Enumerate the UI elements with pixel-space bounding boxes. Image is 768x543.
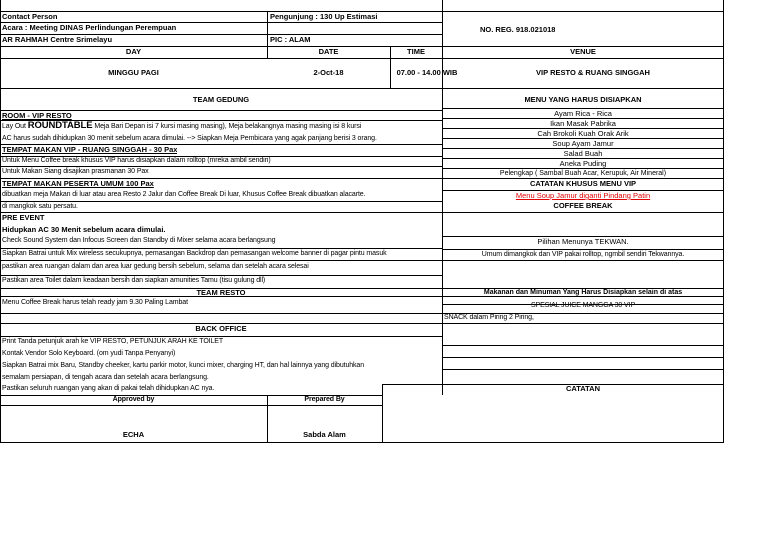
date-label: DATE bbox=[318, 47, 339, 56]
rule bbox=[442, 369, 724, 370]
catatan-heading: CATATAN bbox=[565, 384, 601, 393]
time-value: 07.00 - 14.00 WIB bbox=[396, 68, 458, 77]
rule bbox=[0, 0, 1, 443]
contact-person-label: Contact Person bbox=[2, 12, 58, 21]
layout-prefix: Lay Out bbox=[2, 123, 26, 130]
coffee-break-heading: COFFEE BREAK bbox=[553, 201, 613, 210]
ac-line: AC harus sudah dihidupkan 30 menit sebelum acara dimulai. --> Siapkan Meja Pembicara yang agak panjang berisi 3 orang. bbox=[2, 135, 377, 142]
tempat-umum-heading: TEMPAT MAKAN PESERTA UMUM 100 Pax bbox=[2, 179, 154, 188]
rule bbox=[0, 58, 724, 59]
rule bbox=[0, 405, 383, 406]
vip-line-1: Untuk Menu Coffee break khusus VIP harus disiapkan dalam rolltop (mreka ambil sendiri) bbox=[2, 157, 271, 164]
rule bbox=[442, 345, 724, 346]
back-office-line-4: semalam persiapan, di tengah acara dan setelah acara berlangsung. bbox=[2, 374, 209, 381]
venue-label: VENUE bbox=[570, 47, 596, 56]
menu-item: Cah Brokoli Kuah Orak Arik bbox=[537, 129, 629, 138]
rule bbox=[0, 212, 442, 213]
rule bbox=[382, 384, 383, 443]
team-resto-line-1: Menu Coffee Break harus telah ready jam 9.30 Paling Lambat bbox=[2, 299, 188, 306]
back-office-line-5: Pastikan seluruh ruangan yang akan di pakai telah dihidupkan AC nya. bbox=[2, 385, 215, 392]
pengunjung-text: Pengunjung : 130 Up Estimasi bbox=[270, 12, 378, 21]
venue-value: VIP RESTO & RUANG SINGGAH bbox=[536, 68, 650, 77]
day-value: MINGGU PAGI bbox=[108, 68, 159, 77]
coffee-break-line-1: Pilihan Menunya TEKWAN. bbox=[537, 237, 629, 246]
rule bbox=[0, 260, 442, 261]
prepared-label: Prepared By bbox=[304, 396, 345, 403]
rule bbox=[0, 88, 724, 89]
back-office-line-2: Kontak Vendor Solo Keyboard. (om yudi Tanpa Penyanyi) bbox=[2, 350, 176, 357]
layout-detail: Meja Bari Depan isi 7 kursi masing masing), Meja belakangnya masing masing isi 8 kursi bbox=[94, 123, 362, 130]
drinks-juice: SPESIAL JUICE MANGGA 30 VIP bbox=[530, 302, 636, 309]
team-gedung-title: TEAM GEDUNG bbox=[192, 95, 250, 104]
drinks-snack: SNACK dalam Piring 2 Piring, bbox=[444, 314, 534, 321]
back-office-title: BACK OFFICE bbox=[195, 324, 247, 333]
pre-line-5: Pastikan area Toilet dalam keadaan bersih dan siapkan amunities Tamu (tisu gulung dll) bbox=[2, 277, 266, 284]
pic-text: PIC : ALAM bbox=[270, 35, 311, 44]
menu-item: Soup Ayam Jamur bbox=[552, 139, 614, 148]
acara-text: Acara : Meeting DINAS Perlindungan Perempuan bbox=[2, 23, 177, 32]
vip-line-2: Untuk Makan Siang disajikan prasmanan 30 Pax bbox=[2, 168, 149, 175]
approved-name: ECHA bbox=[122, 430, 145, 439]
rule bbox=[442, 212, 724, 213]
rule bbox=[442, 323, 724, 324]
time-label: TIME bbox=[407, 47, 425, 56]
pre-line-2: Check Sound System dan Infocus Screen dan Standby di Mixer selama acara berlangsung bbox=[2, 237, 276, 244]
catatan-vip-note: Menu Soup Jamur diganti Pindang Patin bbox=[515, 191, 651, 200]
menu-item: Aneka Puding bbox=[559, 159, 607, 168]
date-value: 2-Oct-18 bbox=[313, 68, 344, 77]
drinks-title: Makanan dan Minuman Yang Harus Disiapkan selain di atas bbox=[483, 289, 683, 296]
menu-item: Salad Buah bbox=[563, 149, 603, 158]
venue-org-text: AR RAHMAH Centre Srimelayu bbox=[2, 35, 113, 44]
rule bbox=[0, 442, 724, 443]
rule bbox=[442, 357, 724, 358]
no-reg-text: NO. REG. 918.021018 bbox=[480, 25, 556, 34]
day-label: DAY bbox=[125, 47, 142, 56]
pre-line-1: Hidupkan AC 30 Menit sebelum acara dimulai. bbox=[2, 225, 166, 234]
pre-line-4: pastikan area ruangan dalam dan area luar gedung bersih sebelum, selama dan setelah acara selesai bbox=[2, 263, 309, 270]
umum-line-2: di mangkok satu persatu. bbox=[2, 203, 78, 210]
pre-event-heading: PRE EVENT bbox=[2, 213, 45, 222]
menu-item: Ikan Masak Pabrika bbox=[550, 119, 616, 128]
menu-item: Ayam Rica - Rica bbox=[554, 109, 612, 118]
prepared-name: Sabda Alam bbox=[303, 430, 346, 439]
layout-keyword: ROUNDTABLE bbox=[27, 121, 93, 131]
coffee-break-line-2: Umum dimangkok dan VIP pakai rolltop, ngmbil sendiri Tekwannya. bbox=[481, 251, 685, 258]
menu-item: Pelengkap ( Sambal Buah Acar, Kerupuk, Air Mineral) bbox=[499, 170, 667, 177]
pre-line-3: Siapkan Batrai untuk Mix wireless secukupnya, pemasangan Backdrop dan pemasangan welcome banner di pagar pintu masuk bbox=[2, 250, 387, 257]
umum-line-1: dibuatkan meja Makan di luar atau area Resto 2 Jalur dan Coffee Break Di luar, Khusus Coffee Break dibuatkan alacarte. bbox=[2, 191, 366, 198]
rule bbox=[442, 260, 724, 261]
layout-line bbox=[2, 121, 442, 132]
back-office-line-3: Siapkan Batrai mix Baru, Standby cheeker, kartu parkir motor, kunci mixer, charging HT, dan hal lainnya yang dibutuhkan bbox=[2, 362, 365, 369]
menu-title: MENU YANG HARUS DISIAPKAN bbox=[524, 95, 642, 104]
catatan-vip-heading: CATATAN KHUSUS MENU VIP bbox=[529, 179, 637, 188]
back-office-line-1: Print Tanda petunjuk arah ke VIP RESTO, PETUNJUK ARAH KE TOILET bbox=[2, 338, 224, 345]
approved-label: Approved by bbox=[112, 396, 155, 403]
rule bbox=[723, 0, 724, 443]
tempat-vip-heading: TEMPAT MAKAN VIP - RUANG SINGGAH - 30 Pax bbox=[2, 145, 178, 154]
room-vip-heading: ROOM - VIP RESTO bbox=[2, 111, 72, 120]
team-resto-title: TEAM RESTO bbox=[196, 288, 246, 297]
